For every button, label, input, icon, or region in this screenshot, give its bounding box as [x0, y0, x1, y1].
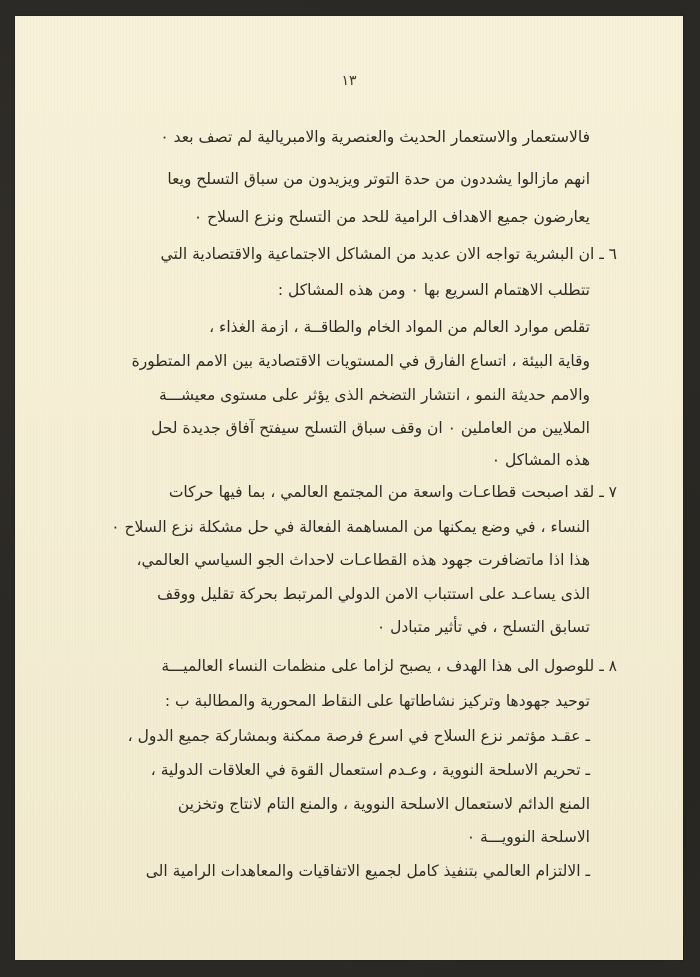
text-line: والامم حديثة النمو ، انتشار التضخم الذى يؤثر على مستوى معيشـــة: [159, 386, 590, 404]
text-line: هذا اذا ماتضافرت جهود هذه القطاعـات لاحداث الجو السياسي العالمي،: [136, 551, 590, 569]
text-line: توحيد جهودها وتركيز نشاطاتها على النقاط المحورية والمطالبة ب :: [164, 692, 590, 710]
text-line: انهم مازالوا يشددون من حدة التوتر ويزيدون من سباق التسلح ويعا: [167, 170, 590, 188]
list-item-7: ٧ ـ لقد اصبحت قطاعـات واسعة من المجتمع العالمي ، بما فيها حركات: [168, 483, 617, 501]
text-line: هذه المشاكل ٠: [491, 451, 590, 469]
text-line: النساء ، في وضع يمكنها من المساهمة الفعالة في حل مشكلة نزع السلاح ٠: [111, 518, 590, 536]
bullet-line: ـ تحريم الاسلحة النووية ، وعـدم استعمال القوة في العلاقات الدولية ،: [150, 761, 590, 779]
bullet-line: ـ الالتزام العالمي بتنفيذ كامل لجميع الاتفاقيات والمعاهدات الرامية الى: [145, 862, 590, 880]
list-item-6: ٦ ـ ان البشرية تواجه الان عديد من المشاكل الاجتماعية والاقتصادية التي: [160, 245, 617, 263]
text-line: تسابق التسلح ، في تأثير متبادل ٠: [376, 618, 590, 636]
list-item-8: ٨ ـ للوصول الى هذا الهدف ، يصبح لزاما على منظمات النساء العالميـــة: [161, 657, 617, 675]
text-line: الذى يساعـد على استتباب الامن الدولي المرتبط بحركة تقليل ووقف: [157, 585, 590, 603]
text-line: المنع الدائم لاستعمال الاسلحة النووية ، والمنع التام لانتاج وتخزين: [177, 795, 590, 813]
text-line: يعارضون جميع الاهداف الرامية للحد من التسلح ونزع السلاح ٠: [193, 208, 590, 226]
text-line: الاسلحة النوويـــة ٠: [466, 828, 590, 846]
text-line: تقلص موارد العالم من المواد الخام والطاقــة ، ازمة الغذاء ،: [209, 318, 590, 336]
text-line: الملايين من العاملين ٠ ان وقف سباق التسلح سيفتح آفاق جديدة لحل: [151, 419, 590, 437]
text-line: تتطلب الاهتمام السريع بها ٠ ومن هذه المشاكل :: [277, 281, 590, 299]
page-number: ١٣: [341, 73, 357, 89]
document-page: [15, 16, 683, 960]
text-line: وقاية البيئة ، اتساع الفارق في المستويات الاقتصادية بين الامم المتطورة: [131, 352, 590, 370]
bullet-line: ـ عقـد مؤتمر نزع السلاح في اسرع فرصة ممكنة وبمشاركة جميع الدول ،: [127, 727, 590, 745]
text-line: فالاستعمار والاستعمار الحديث والعنصرية والامبريالية لم تصف بعد ٠: [160, 128, 590, 146]
